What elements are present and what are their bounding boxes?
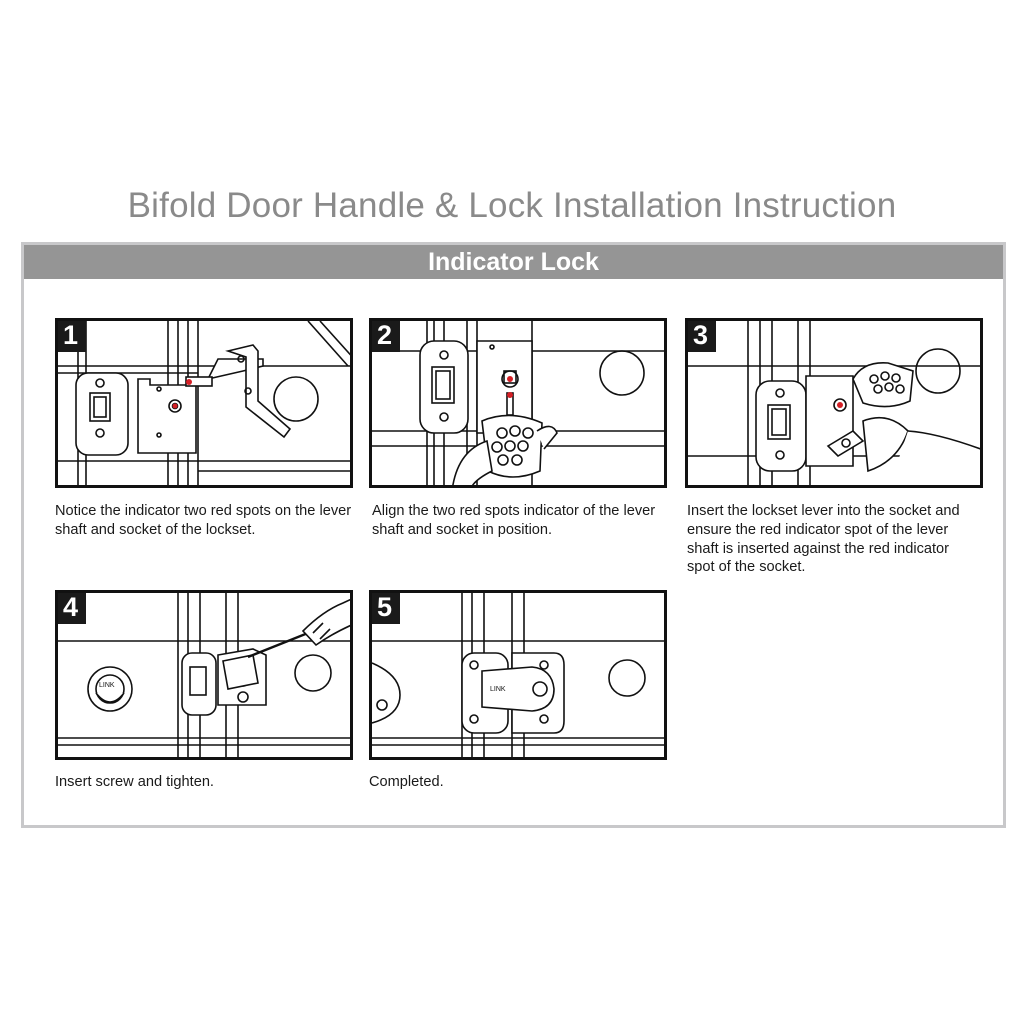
step-number: 4 [55,590,86,624]
step-number: 1 [55,318,86,352]
step-5-illustration [369,590,667,760]
step-1-caption: Notice the indicator two red spots on the lever shaft and socket of the lockset. [55,503,352,538]
step-1-illustration [55,318,353,488]
align-indicator-illustration [372,321,667,488]
indicator-spot [507,392,513,398]
indicator-spot [173,404,178,409]
step-number: 3 [685,318,716,352]
brand-logo: LINK [490,686,506,693]
brand-logo: LINK [99,682,115,689]
screw-tighten-illustration [58,593,353,760]
step-2-caption: Align the two red spots indicator of the lever shaft and socket in position. [372,503,656,538]
step-5-caption: Completed. [369,774,444,790]
completed-install-illustration [372,593,667,760]
step-2-illustration [369,318,667,488]
section-banner: Indicator Lock [24,245,1003,279]
step-3-illustration [685,318,983,488]
step-4-illustration [55,590,353,760]
indicator-spot [837,402,843,408]
step-3-caption: Insert the lockset lever into the socket and ensure the red indicator spot of the lever shaft is inserted against the red indicator spot of the socket. [687,503,960,576]
page-title: Bifold Door Handle & Lock Installation Instruction [127,186,897,225]
indicator-spot [507,376,513,382]
insert-lever-illustration [688,321,983,488]
lever-and-socket-illustration [58,321,353,488]
step-number: 2 [369,318,400,352]
indicator-spot [186,379,192,385]
step-4-caption: Insert screw and tighten. [55,774,214,790]
step-number: 5 [369,590,400,624]
